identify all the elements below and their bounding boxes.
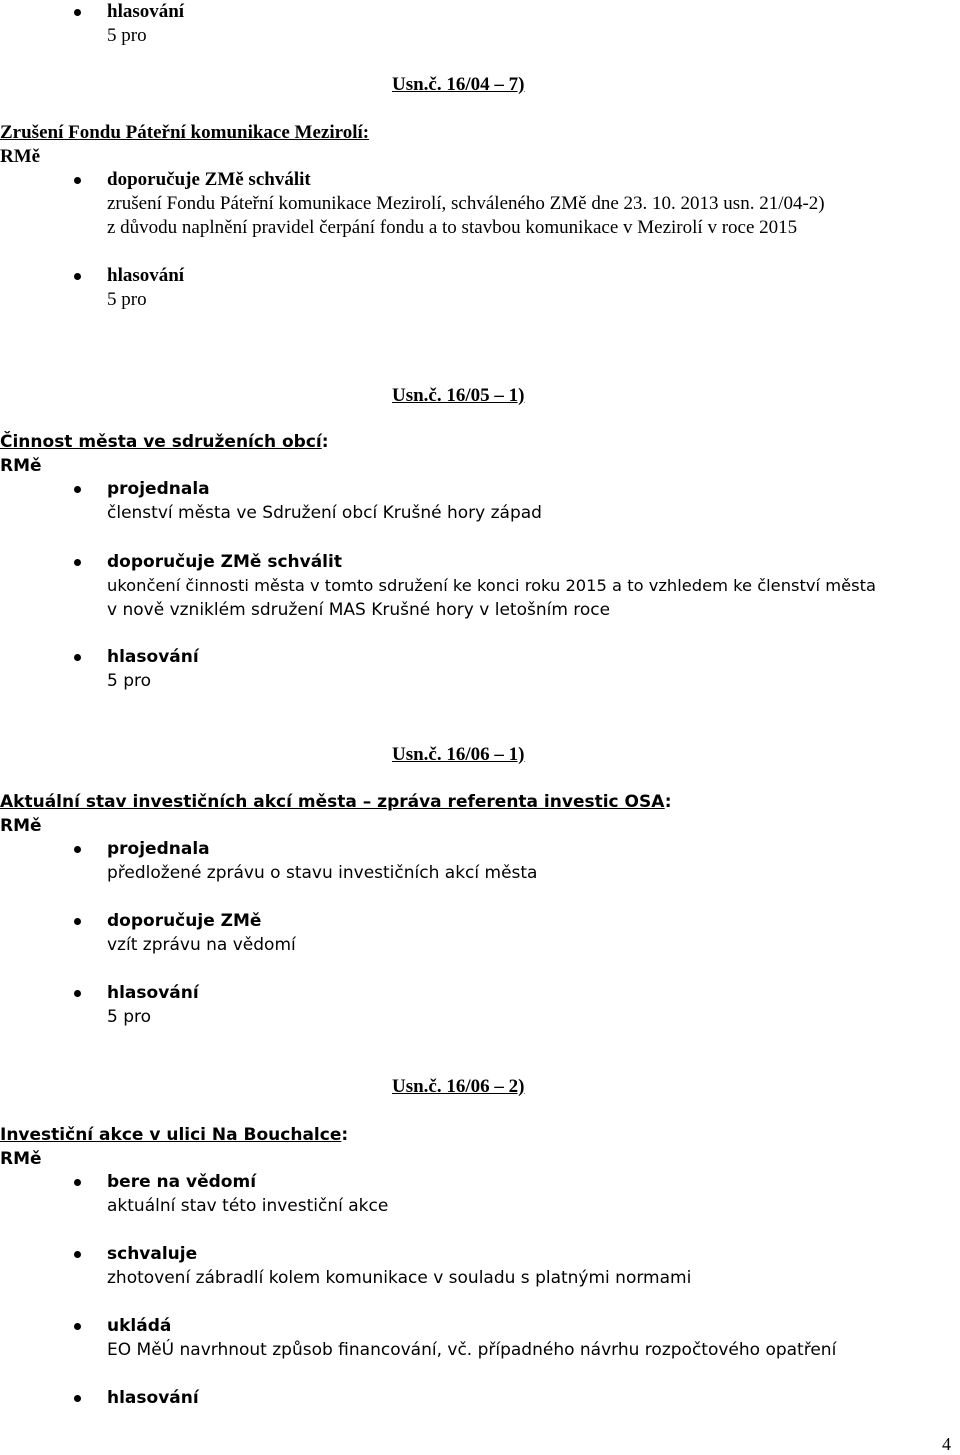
item-text: členství města ve Sdružení obcí Krušné hory západ (107, 503, 542, 523)
item-label: hlasování (107, 983, 199, 1003)
bullet (74, 273, 81, 280)
bullet (74, 990, 81, 997)
bullet (74, 1395, 81, 1402)
item-label: projednala (107, 479, 210, 499)
body-name: RMě (0, 456, 42, 476)
item-text: v nově vzniklém sdružení MAS Krušné hory v letošním roce (107, 600, 611, 620)
body-name: RMě (0, 146, 41, 167)
section-title (0, 430, 329, 454)
item-label: ukládá (107, 1316, 172, 1336)
item-label: bere na vědomí (107, 1172, 257, 1192)
section-title-text: Investiční akce v ulici Na Bouchalce (0, 1125, 342, 1145)
title-colon: : (341, 1125, 349, 1145)
item-text: zhotovení zábradlí kolem komunikace v souladu s platnými normami (107, 1268, 692, 1288)
bullet (74, 559, 81, 566)
resolution-number: Usn.č. 16/06 – 2) (392, 1076, 525, 1097)
bullet (74, 177, 81, 184)
section-title (0, 790, 672, 814)
item-label: doporučuje ZMě schválit (107, 169, 311, 190)
resolution-number: Usn.č. 16/05 – 1) (392, 385, 525, 406)
item-text: zrušení Fondu Páteřní komunikace Mezirolí, schváleného ZMě dne 23. 10. 2013 usn. 21/04-2) (107, 193, 825, 214)
bullet (74, 1251, 81, 1258)
section-title-text: Činnost města ve sdruženích obcí (0, 432, 322, 452)
resolution-number: Usn.č. 16/06 – 1) (392, 744, 525, 765)
bullet (74, 486, 81, 493)
bullet (74, 654, 81, 661)
resolution-number: Usn.č. 16/04 – 7) (392, 74, 525, 95)
vote-label: hlasování (107, 1, 185, 22)
vote-result: 5 pro (107, 25, 147, 46)
bullet (74, 846, 81, 853)
item-text: ukončení činnosti města v tomto sdružení ke konci roku 2015 a to vzhledem ke členství města (107, 576, 876, 595)
item-text: předložené zprávu o stavu investičních akcí města (107, 863, 538, 883)
title-colon: : (664, 792, 672, 812)
section-title: Zrušení Fondu Páteřní komunikace Mezirolí: (0, 122, 370, 143)
title-colon: : (321, 432, 329, 452)
bullet (74, 9, 81, 16)
item-label: hlasování (107, 265, 185, 286)
bullet (74, 918, 81, 925)
item-label: schvaluje (107, 1244, 198, 1264)
bullet (74, 1179, 81, 1186)
item-label: projednala (107, 839, 210, 859)
item-text: 5 pro (107, 289, 147, 310)
item-label: doporučuje ZMě schválit (107, 552, 342, 572)
item-label: hlasování (107, 647, 199, 667)
bullet (74, 1323, 81, 1330)
item-text: 5 pro (107, 1007, 152, 1027)
item-text: 5 pro (107, 671, 152, 691)
item-label: hlasování (107, 1388, 199, 1408)
item-label: doporučuje ZMě (107, 911, 262, 931)
item-text: vzít zprávu na vědomí (107, 935, 296, 955)
page-number: 4 (942, 1434, 951, 1454)
body-name: RMě (0, 1149, 42, 1169)
section-title-text: Aktuální stav investičních akcí města – zpráva referenta investic OSA (0, 792, 665, 812)
body-name: RMě (0, 816, 42, 836)
section-title (0, 1123, 348, 1147)
item-text: z důvodu naplnění pravidel čerpání fondu a to stavbou komunikace v Mezirolí v roce 2015 (107, 217, 798, 238)
item-text: EO MěÚ navrhnout způsob financování, vč. případného návrhu rozpočtového opatření (107, 1340, 837, 1360)
item-text: aktuální stav této investiční akce (107, 1196, 389, 1216)
